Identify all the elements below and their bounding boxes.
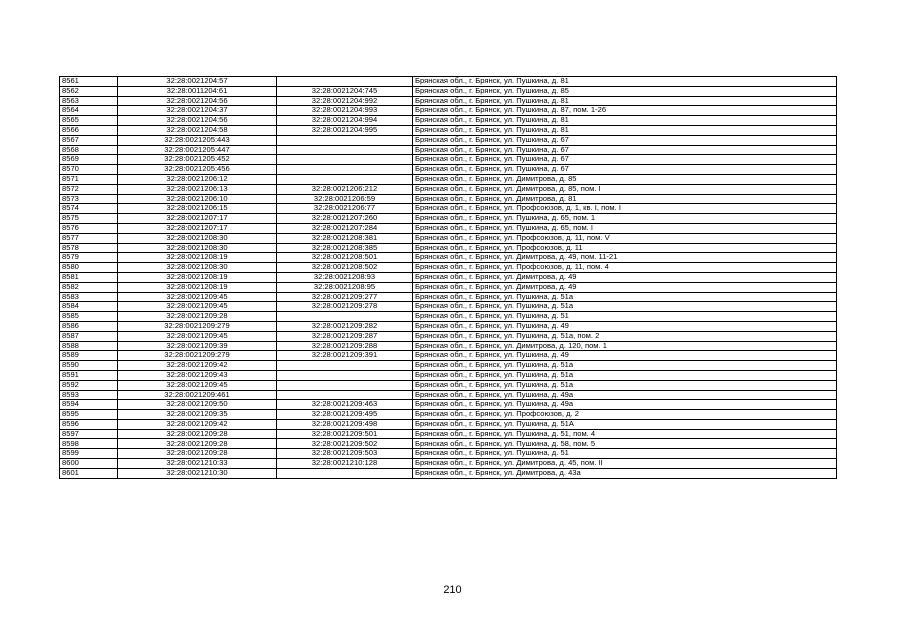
row-number-cell: 8580 [60,263,118,273]
table-row [60,292,837,302]
row-number-cell: 8586 [60,321,118,331]
included-object-number-cell: 32:28:0021206:212 [277,184,413,194]
row-number-cell: 8587 [60,331,118,341]
included-object-number-cell: 32:28:0021208:95 [277,282,413,292]
row-number-cell: 8570 [60,165,118,175]
row-number-cell: 8565 [60,116,118,126]
included-object-number-cell: 32:28:0021208:502 [277,263,413,273]
table-row [60,174,837,184]
table-row [60,302,837,312]
table-row [60,351,837,361]
included-object-number-cell: 32:28:0021204:995 [277,125,413,135]
address-cell: Брянская обл., г. Брянск, ул. Пушкина, д. 65, пом. I [413,223,837,233]
included-object-number-cell: 32:28:0021209:288 [277,341,413,351]
address-cell: Брянская обл., г. Брянск, ул. Димитрова, д. 85, пом. I [413,184,837,194]
address-cell: Брянская обл., г. Брянск, ул. Пушкина, д. 87, пом. 1-26 [413,106,837,116]
address-cell: Брянская обл., г. Брянск, ул. Пушкина, д. 51а [413,380,837,390]
table-row [60,145,837,155]
cadastral-number-cell: 32:28:0021208:19 [118,253,277,263]
row-number-cell: 8577 [60,233,118,243]
row-number-cell: 8567 [60,135,118,145]
cadastral-number-cell: 32:28:0021204:56 [118,116,277,126]
included-object-number-cell: 32:28:0021209:277 [277,292,413,302]
address-cell: Брянская обл., г. Брянск, ул. Профсоюзов, д. 11 [413,243,837,253]
row-number-cell: 8563 [60,96,118,106]
row-number-cell: 8600 [60,459,118,469]
included-object-number-cell [277,361,413,371]
address-cell: Брянская обл., г. Брянск, ул. Пушкина, д. 67 [413,145,837,155]
included-object-number-cell: 32:28:0021209:391 [277,351,413,361]
included-object-number-cell: 32:28:0021209:503 [277,449,413,459]
cadastral-number-cell: 32:28:0021209:39 [118,341,277,351]
cadastral-number-cell: 32:28:0021206:15 [118,204,277,214]
row-number-cell: 8564 [60,106,118,116]
included-object-number-cell [277,312,413,322]
row-number-cell: 8592 [60,380,118,390]
address-cell: Брянская обл., г. Брянск, ул. Профсоюзов, д. 11, пом. 4 [413,263,837,273]
cadastral-number-cell: 32:28:0021209:45 [118,292,277,302]
cadastral-number-cell: 32:28:0021209:28 [118,439,277,449]
table-row [60,77,837,87]
row-number-cell: 8599 [60,449,118,459]
table-row [60,194,837,204]
cadastral-number-cell: 32:28:0021208:19 [118,282,277,292]
table-row [60,263,837,273]
included-object-number-cell: 32:28:0021206:59 [277,194,413,204]
cadastral-number-cell: 32:28:0021209:28 [118,449,277,459]
row-number-cell: 8576 [60,223,118,233]
address-cell: Брянская обл., г. Брянск, ул. Пушкина, д. 81 [413,116,837,126]
address-cell: Брянская обл., г. Брянск, ул. Пушкина, д. 67 [413,165,837,175]
included-object-number-cell [277,155,413,165]
table-row [60,459,837,469]
row-number-cell: 8596 [60,419,118,429]
page-number: 210 [443,584,462,596]
included-object-number-cell: 32:28:0021204:994 [277,116,413,126]
row-number-cell: 8568 [60,145,118,155]
table-row [60,272,837,282]
address-cell: Брянская обл., г. Брянск, ул. Димитрова, д. 49, пом. 11-21 [413,253,837,263]
table-row [60,468,837,478]
row-number-cell: 8597 [60,429,118,439]
included-object-number-cell: 32:28:0021209:495 [277,410,413,420]
table-row [60,380,837,390]
included-object-number-cell [277,390,413,400]
address-cell: Брянская обл., г. Брянск, ул. Пушкина, д. 58, пом. 5 [413,439,837,449]
address-cell: Брянская обл., г. Брянск, ул. Пушкина, д. 65, пом. 1 [413,214,837,224]
address-cell: Брянская обл., г. Брянск, ул. Пушкина, д. 81 [413,96,837,106]
included-object-number-cell: 32:28:0021204:992 [277,96,413,106]
cadastral-number-cell: 32:28:0021207:17 [118,223,277,233]
row-number-cell: 8572 [60,184,118,194]
table-row [60,96,837,106]
included-object-number-cell: 32:28:0021204:993 [277,106,413,116]
cadastral-number-cell: 32:28:0021209:43 [118,370,277,380]
included-object-number-cell: 32:28:0021210:128 [277,459,413,469]
table-row [60,214,837,224]
included-object-number-cell: 32:28:0021207:284 [277,223,413,233]
cadastral-number-cell: 32:28:0021208:30 [118,243,277,253]
cadastral-number-cell: 32:28:0021209:279 [118,321,277,331]
address-cell: Брянская обл., г. Брянск, ул. Пушкина, д. 49а [413,390,837,400]
table-row [60,331,837,341]
cadastral-number-cell: 32:28:0021205:456 [118,165,277,175]
included-object-number-cell: 32:28:0021209:501 [277,429,413,439]
address-cell: Брянская обл., г. Брянск, ул. Димитрова, д. 85 [413,174,837,184]
included-object-number-cell: 32:28:0021206:77 [277,204,413,214]
table-row [60,449,837,459]
address-cell: Брянская обл., г. Брянск, ул. Димитрова, д. 45, пом. II [413,459,837,469]
address-cell: Брянская обл., г. Брянск, ул. Пушкина, д. 51а, пом. 2 [413,331,837,341]
cadastral-number-cell: 32:28:0021209:28 [118,312,277,322]
cadastral-number-cell: 32:28:0021209:42 [118,361,277,371]
cadastral-number-cell: 32:28:0021209:35 [118,410,277,420]
address-cell: Брянская обл., г. Брянск, ул. Пушкина, д. 67 [413,135,837,145]
row-number-cell: 8594 [60,400,118,410]
row-number-cell: 8584 [60,302,118,312]
table-row [60,439,837,449]
address-cell: Брянская обл., г. Брянск, ул. Димитрова, д. 43а [413,468,837,478]
address-cell: Брянская обл., г. Брянск, ул. Пушкина, д. 51, пом. 4 [413,429,837,439]
row-number-cell: 8585 [60,312,118,322]
table-row [60,370,837,380]
included-object-number-cell [277,380,413,390]
included-object-number-cell: 32:28:0021209:463 [277,400,413,410]
cadastral-number-cell: 32:28:0021208:30 [118,233,277,243]
table-row [60,243,837,253]
table-row [60,390,837,400]
address-cell: Брянская обл., г. Брянск, ул. Профсоюзов, д. 11, пом. V [413,233,837,243]
address-cell: Брянская обл., г. Брянск, ул. Димитрова, д. 49 [413,282,837,292]
included-object-number-cell [277,370,413,380]
registry-table [59,76,837,479]
included-object-number-cell [277,145,413,155]
address-cell: Брянская обл., г. Брянск, ул. Пушкина, д. 49 [413,351,837,361]
included-object-number-cell [277,468,413,478]
cadastral-number-cell: 32:28:0021210:33 [118,459,277,469]
included-object-number-cell: 32:28:0021209:287 [277,331,413,341]
included-object-number-cell: 32:28:0021209:502 [277,439,413,449]
row-number-cell: 8593 [60,390,118,400]
address-cell: Брянская обл., г. Брянск, ул. Пушкина, д. 51 [413,312,837,322]
row-number-cell: 8571 [60,174,118,184]
table-row [60,135,837,145]
included-object-number-cell: 32:28:0021208:501 [277,253,413,263]
address-cell: Брянская обл., г. Брянск, ул. Пушкина, д. 51А [413,419,837,429]
row-number-cell: 8578 [60,243,118,253]
cadastral-number-cell: 32:28:0021205:452 [118,155,277,165]
row-number-cell: 8579 [60,253,118,263]
cadastral-number-cell: 32:28:0021209:28 [118,429,277,439]
cadastral-number-cell: 32:28:0021204:56 [118,96,277,106]
table-row [60,361,837,371]
row-number-cell: 8566 [60,125,118,135]
row-number-cell: 8574 [60,204,118,214]
table-row [60,233,837,243]
cadastral-number-cell: 32:28:0021206:10 [118,194,277,204]
address-cell: Брянская обл., г. Брянск, ул. Профсоюзов, д. 2 [413,410,837,420]
table-row [60,116,837,126]
address-cell: Брянская обл., г. Брянск, ул. Пушкина, д. 81 [413,125,837,135]
cadastral-number-cell: 32:28:0021204:58 [118,125,277,135]
registry-table-body [60,77,837,479]
address-cell: Брянская обл., г. Брянск, ул. Пушкина, д. 51а [413,292,837,302]
cadastral-number-cell: 32:28:0021206:12 [118,174,277,184]
address-cell: Брянская обл., г. Брянск, ул. Пушкина, д. 51а [413,361,837,371]
address-cell: Брянская обл., г. Брянск, ул. Пушкина, д. 81 [413,77,837,87]
address-cell: Брянская обл., г. Брянск, ул. Пушкина, д. 51 [413,449,837,459]
table-row [60,312,837,322]
address-cell: Брянская обл., г. Брянск, ул. Пушкина, д. 49 [413,321,837,331]
included-object-number-cell: 32:28:0021209:498 [277,419,413,429]
included-object-number-cell: 32:28:0021208:381 [277,233,413,243]
cadastral-number-cell: 32:28:0021205:447 [118,145,277,155]
included-object-number-cell [277,135,413,145]
included-object-number-cell [277,174,413,184]
included-object-number-cell: 32:28:0021208:93 [277,272,413,282]
row-number-cell: 8595 [60,410,118,420]
cadastral-number-cell: 32:28:0021210:30 [118,468,277,478]
table-row [60,400,837,410]
address-cell: Брянская обл., г. Брянск, ул. Пушкина, д. 51а [413,302,837,312]
cadastral-number-cell: 32:28:0021209:45 [118,331,277,341]
included-object-number-cell [277,165,413,175]
row-number-cell: 8581 [60,272,118,282]
row-number-cell: 8591 [60,370,118,380]
included-object-number-cell: 32:28:0021207:260 [277,214,413,224]
table-row [60,419,837,429]
address-cell: Брянская обл., г. Брянск, ул. Димитрова, д. 120, пом. 1 [413,341,837,351]
included-object-number-cell: 32:28:0021208:385 [277,243,413,253]
cadastral-number-cell: 32:28:0021208:30 [118,263,277,273]
address-cell: Брянская обл., г. Брянск, ул. Пушкина, д. 67 [413,155,837,165]
cadastral-number-cell: 32:28:0021204:37 [118,106,277,116]
cadastral-number-cell: 32:28:0021204:57 [118,77,277,87]
cadastral-number-cell: 32:28:0021208:19 [118,272,277,282]
row-number-cell: 8569 [60,155,118,165]
table-row [60,204,837,214]
cadastral-number-cell: 32:28:0021209:42 [118,419,277,429]
row-number-cell: 8601 [60,468,118,478]
table-row [60,253,837,263]
included-object-number-cell [277,77,413,87]
address-cell: Брянская обл., г. Брянск, ул. Димитрова, д. 49 [413,272,837,282]
address-cell: Брянская обл., г. Брянск, ул. Профсоюзов, д. 1, кв. I, пом. I [413,204,837,214]
cadastral-number-cell: 32:28:0021209:45 [118,302,277,312]
table-row [60,341,837,351]
table-row [60,410,837,420]
address-cell: Брянская обл., г. Брянск, ул. Пушкина, д. 51а [413,370,837,380]
row-number-cell: 8590 [60,361,118,371]
row-number-cell: 8561 [60,77,118,87]
cadastral-number-cell: 32:28:0011204:61 [118,86,277,96]
row-number-cell: 8589 [60,351,118,361]
included-object-number-cell: 32:28:0021209:278 [277,302,413,312]
table-row [60,86,837,96]
cadastral-number-cell: 32:28:0021206:13 [118,184,277,194]
table-row [60,429,837,439]
cadastral-number-cell: 32:28:0021207:17 [118,214,277,224]
row-number-cell: 8598 [60,439,118,449]
cadastral-number-cell: 32:28:0021209:279 [118,351,277,361]
table-row [60,282,837,292]
table-row [60,125,837,135]
table-row [60,321,837,331]
table-row [60,106,837,116]
cadastral-number-cell: 32:28:0021209:45 [118,380,277,390]
included-object-number-cell: 32:28:0021204:745 [277,86,413,96]
row-number-cell: 8562 [60,86,118,96]
row-number-cell: 8582 [60,282,118,292]
address-cell: Брянская обл., г. Брянск, ул. Димитрова, д. 81 [413,194,837,204]
table-row [60,155,837,165]
cadastral-number-cell: 32:28:0021209:461 [118,390,277,400]
table-row [60,223,837,233]
row-number-cell: 8583 [60,292,118,302]
row-number-cell: 8588 [60,341,118,351]
cadastral-number-cell: 32:28:0021205:443 [118,135,277,145]
table-row [60,165,837,175]
included-object-number-cell: 32:28:0021209:282 [277,321,413,331]
row-number-cell: 8575 [60,214,118,224]
address-cell: Брянская обл., г. Брянск, ул. Пушкина, д. 49а [413,400,837,410]
table-row [60,184,837,194]
address-cell: Брянская обл., г. Брянск, ул. Пушкина, д. 85 [413,86,837,96]
row-number-cell: 8573 [60,194,118,204]
cadastral-number-cell: 32:28:0021209:50 [118,400,277,410]
